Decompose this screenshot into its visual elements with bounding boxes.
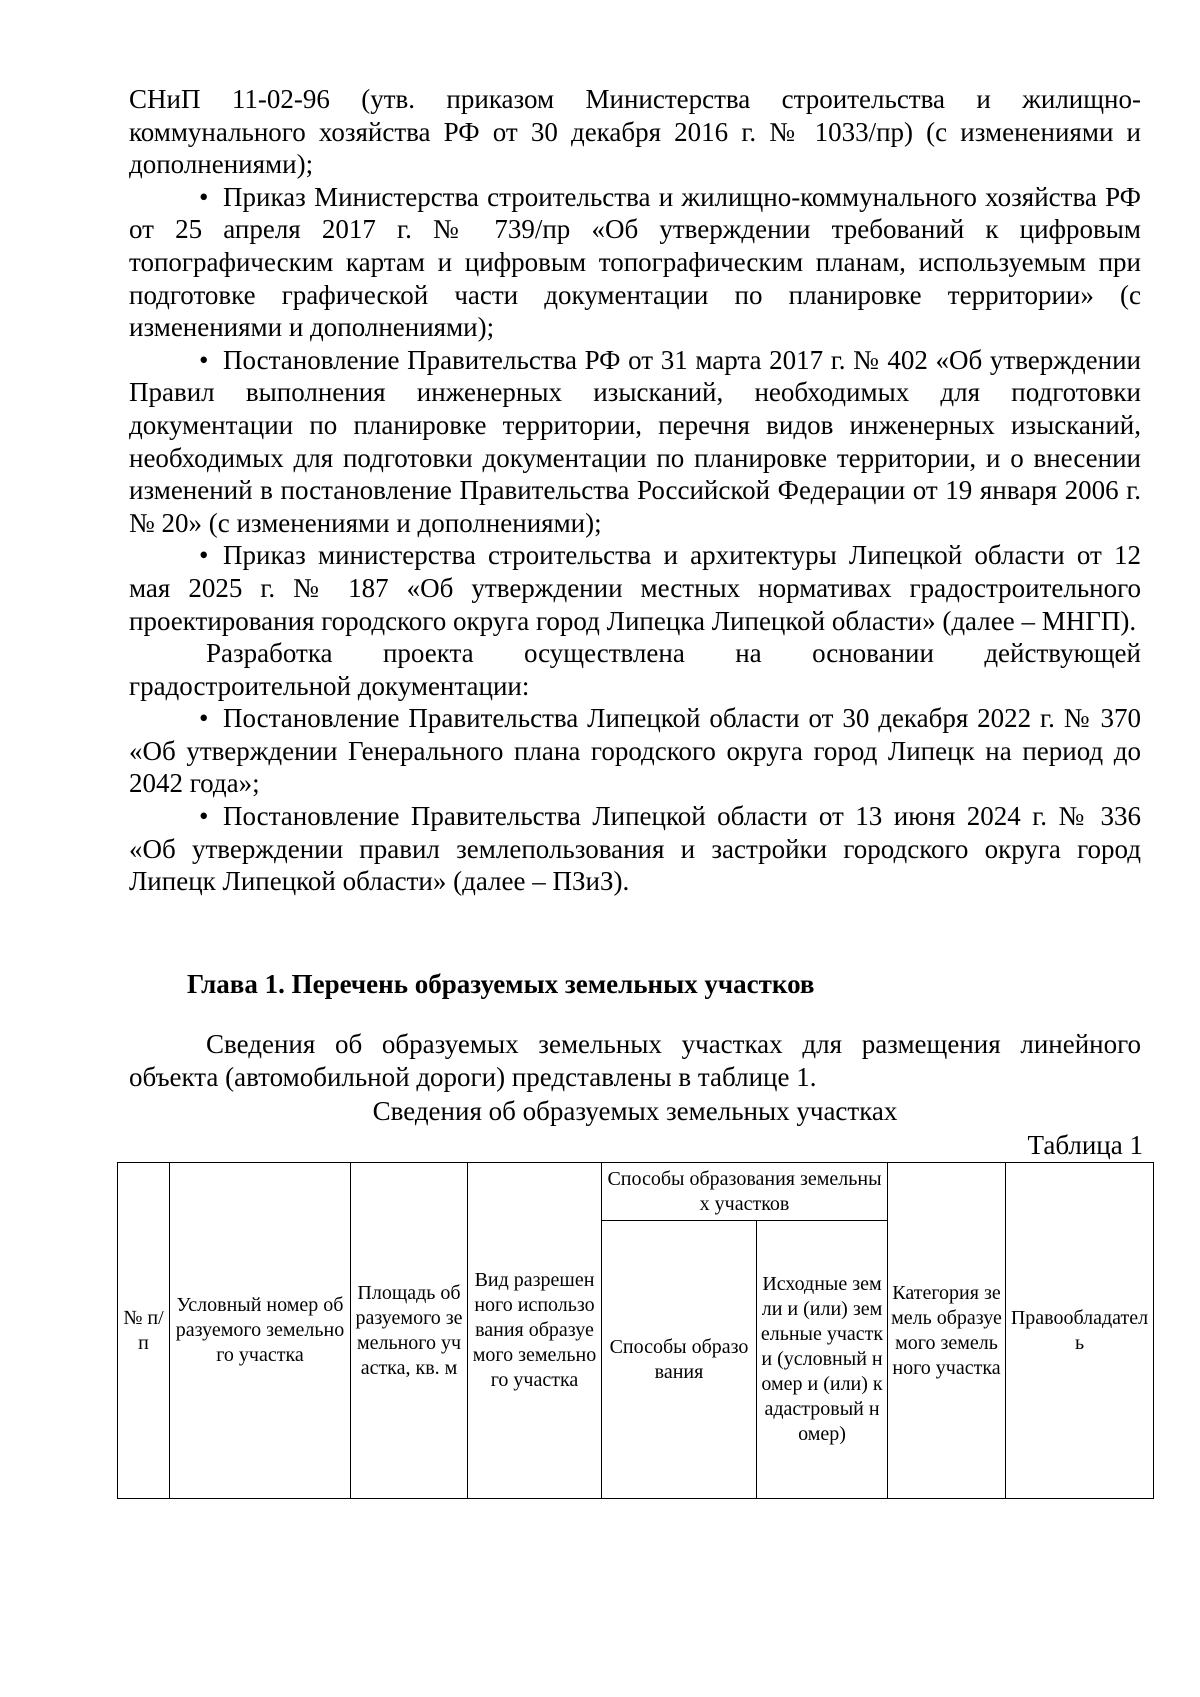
table-number: Таблица 1 (1027, 1130, 1143, 1160)
body-text-intro (129, 1028, 1141, 1093)
header-formation-group: Способы образования земельных участков (602, 1163, 888, 1221)
header-source-lands: Исходные земли и (или) земельные участки (условный номер и (или) кадастровый номер) (757, 1221, 888, 1499)
paragraph-basis: Разработка проекта осуществлена на основании действующей градостроительной документации: (129, 638, 1141, 701)
header-conditional-number: Условный номер образуемого земельного участка (170, 1163, 351, 1499)
list-item-order-187: • Приказ министерства строительства и архитектуры Липецкой области от 12 мая 2025 г. № 187 «Об утверждении местных нормативах градостроительного проектирования городского округа город Липецка Липецкой области» (далее – МНГП). (129, 539, 1141, 637)
list-item-resolution-336: • Постановление Правительства Липецкой области от 13 июня 2024 г. № 336 «Об утверждении правил землепользования и застройки городского округа город Липецк Липецкой области» (далее – ПЗиЗ). (129, 800, 1141, 898)
table-title: Сведения об образуемых земельных участках (372, 1096, 898, 1126)
paragraph-snip: СНиП 11-02-96 (утв. приказом Министерства строительства и жилищно-коммунального хозяйства РФ от 30 декабря 2016 г. № 1033/пр) (с изменениями и дополнениями); (129, 84, 1141, 180)
header-area: Площадь образуемого земельного участка, кв. м (351, 1163, 468, 1499)
header-permitted-use: Вид разрешенного использования образуемого земельного участка (468, 1163, 602, 1499)
paragraph-intro: Сведения об образуемых земельных участках для размещения линейного объекта (автомобильной дороги) представлены в таблице 1. (129, 1029, 1141, 1092)
body-text-top (129, 83, 1141, 898)
list-item-order-739: • Приказ Министерства строительства и жилищно-коммунального хозяйства РФ от 25 апреля 2017 г. № 739/пр «Об утверждении требований к цифровым топографическим картам и цифровым топографическим планам, используемым при подготовке графической части документации по планировке территории» (с изменениями и дополнениями); (129, 181, 1141, 344)
list-item-resolution-402: • Постановление Правительства РФ от 31 марта 2017 г. № 402 «Об утверждении Правил выполнения инженерных изысканий, необходимых для подготовки документации по планировке территории, перечня видов инженерных изысканий, необходимых для подготовки документации по планировке территории, и о внесении изменений в постановление Правительства Российской Федерации от 19 января 2006 г. № 20» (с изменениями и дополнениями); (129, 344, 1141, 540)
land-plots-table (117, 1162, 1154, 1499)
header-owner: Правообладатель (1006, 1163, 1154, 1499)
header-formation-methods: Способы образования (602, 1221, 757, 1499)
chapter-heading: Глава 1. Перечень образуемых земельных участков (187, 969, 815, 999)
header-num: № п/п (118, 1163, 170, 1499)
list-item-resolution-370: • Постановление Правительства Липецкой области от 30 декабря 2022 г. № 370 «Об утверждении Генерального плана городского округа город Липецк на период до 2042 года»; (129, 702, 1141, 800)
table-header-row-1 (118, 1163, 1154, 1221)
header-land-category: Категория земель образуемого земельного участка (888, 1163, 1006, 1499)
